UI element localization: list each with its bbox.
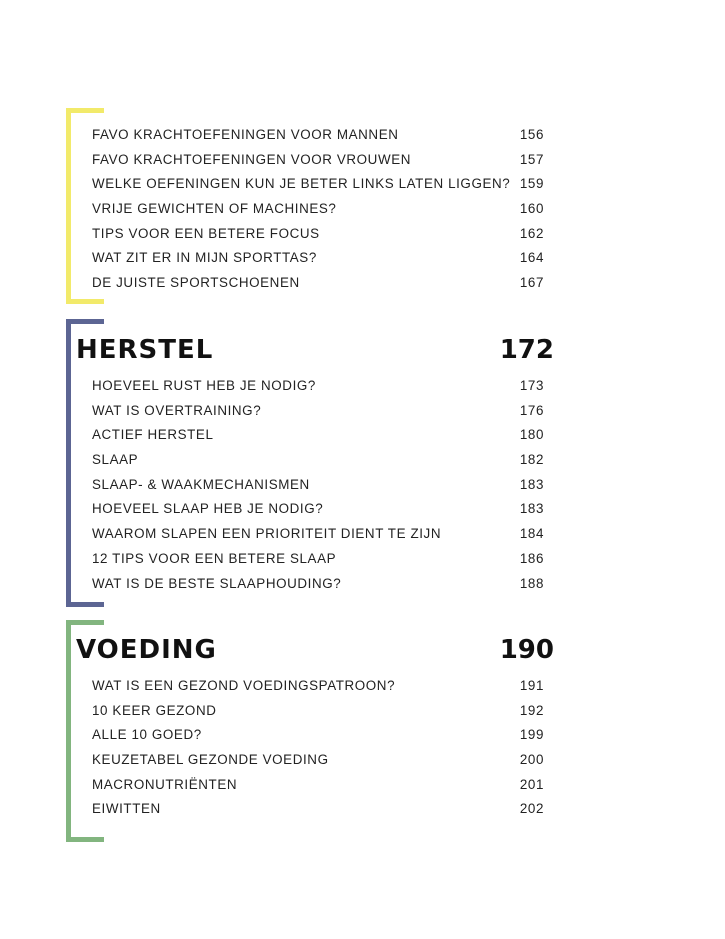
entry-page: 201 [519, 776, 544, 792]
entry-page: 188 [519, 575, 544, 591]
entry-page: 167 [519, 275, 544, 291]
entry-page: 176 [519, 402, 544, 418]
entry-title: ALLE 10 GOED? [92, 727, 202, 743]
toc-entry[interactable] [92, 549, 544, 574]
entry-title: DE JUISTE SPORTSCHOENEN [92, 275, 300, 291]
entry-title: WAT IS OVERTRAINING? [92, 402, 262, 418]
section-header[interactable] [76, 335, 554, 369]
toc-entry[interactable] [92, 676, 544, 701]
entry-list [92, 376, 544, 598]
toc-entry[interactable] [92, 799, 544, 824]
entry-page: 162 [519, 225, 544, 241]
toc-entry[interactable] [92, 174, 544, 199]
entry-page: 156 [519, 127, 544, 142]
toc-section-training [66, 108, 566, 304]
entry-title: HOEVEEL RUST HEB JE NODIG? [92, 378, 316, 393]
toc-section-voeding [66, 620, 566, 842]
entry-page: 160 [519, 201, 544, 217]
toc-entry[interactable] [92, 125, 544, 150]
entry-title: ACTIEF HERSTEL [92, 427, 214, 443]
entry-page: 182 [519, 452, 544, 468]
entry-title: FAVO KRACHTOEFENINGEN VOOR MANNEN [92, 127, 399, 142]
entry-page: 202 [519, 801, 544, 817]
entry-page: 159 [519, 176, 544, 192]
toc-entry[interactable] [92, 499, 544, 524]
entry-title: 10 KEER GEZOND [92, 702, 217, 718]
section-page: 190 [499, 635, 554, 665]
entry-title: WAAROM SLAPEN EEN PRIORITEIT DIENT TE ZIJN [92, 526, 442, 542]
toc-entry[interactable] [92, 775, 544, 800]
entry-page: 164 [519, 250, 544, 266]
entry-title: WAT ZIT ER IN MIJN SPORTTAS? [92, 250, 317, 266]
toc-entry[interactable] [92, 574, 544, 599]
toc-section-herstel [66, 319, 566, 607]
section-page: 172 [499, 335, 554, 365]
toc-entry[interactable] [92, 750, 544, 775]
toc-entry[interactable] [92, 450, 544, 475]
section-title: VOEDING [76, 635, 217, 665]
entry-title: 12 TIPS VOOR EEN BETERE SLAAP [92, 550, 337, 566]
toc-entry[interactable] [92, 401, 544, 426]
entry-page: 199 [519, 727, 544, 743]
entry-title: WAT IS DE BESTE SLAAPHOUDING? [92, 575, 342, 591]
entry-title: WAT IS EEN GEZOND VOEDINGSPATROON? [92, 678, 396, 693]
entry-page: 157 [519, 151, 544, 167]
entry-title: EIWITTEN [92, 801, 161, 817]
toc-entry[interactable] [92, 150, 544, 175]
section-title: HERSTEL [76, 335, 214, 365]
entry-list [92, 125, 544, 298]
entry-page: 191 [519, 678, 544, 693]
entry-page: 183 [519, 476, 544, 492]
toc-entry[interactable] [92, 524, 544, 549]
entry-page: 183 [519, 501, 544, 517]
toc-entry[interactable] [92, 425, 544, 450]
entry-page: 186 [519, 550, 544, 566]
entry-page: 200 [519, 752, 544, 768]
entry-title: WELKE OEFENINGEN KUN JE BETER LINKS LATEN LIGGEN? [92, 176, 511, 192]
entry-page: 184 [519, 526, 544, 542]
entry-page: 180 [519, 427, 544, 443]
toc-entry[interactable] [92, 199, 544, 224]
entry-title: VRIJE GEWICHTEN OF MACHINES? [92, 201, 337, 217]
toc-entry[interactable] [92, 273, 544, 298]
entry-title: SLAAP- & WAAKMECHANISMEN [92, 476, 310, 492]
toc-entry[interactable] [92, 475, 544, 500]
toc-entry[interactable] [92, 224, 544, 249]
toc-entry[interactable] [92, 701, 544, 726]
entry-page: 173 [519, 378, 544, 393]
section-header[interactable] [76, 635, 554, 669]
toc-entry[interactable] [92, 725, 544, 750]
entry-list [92, 676, 544, 824]
entry-title: KEUZETABEL GEZONDE VOEDING [92, 752, 329, 768]
entry-title: MACRONUTRIËNTEN [92, 776, 238, 792]
toc-entry[interactable] [92, 248, 544, 273]
entry-title: SLAAP [92, 452, 139, 468]
entry-title: TIPS VOOR EEN BETERE FOCUS [92, 225, 320, 241]
entry-page: 192 [519, 702, 544, 718]
entry-title: FAVO KRACHTOEFENINGEN VOOR VROUWEN [92, 151, 411, 167]
entry-title: HOEVEEL SLAAP HEB JE NODIG? [92, 501, 324, 517]
toc-entry[interactable] [92, 376, 544, 401]
